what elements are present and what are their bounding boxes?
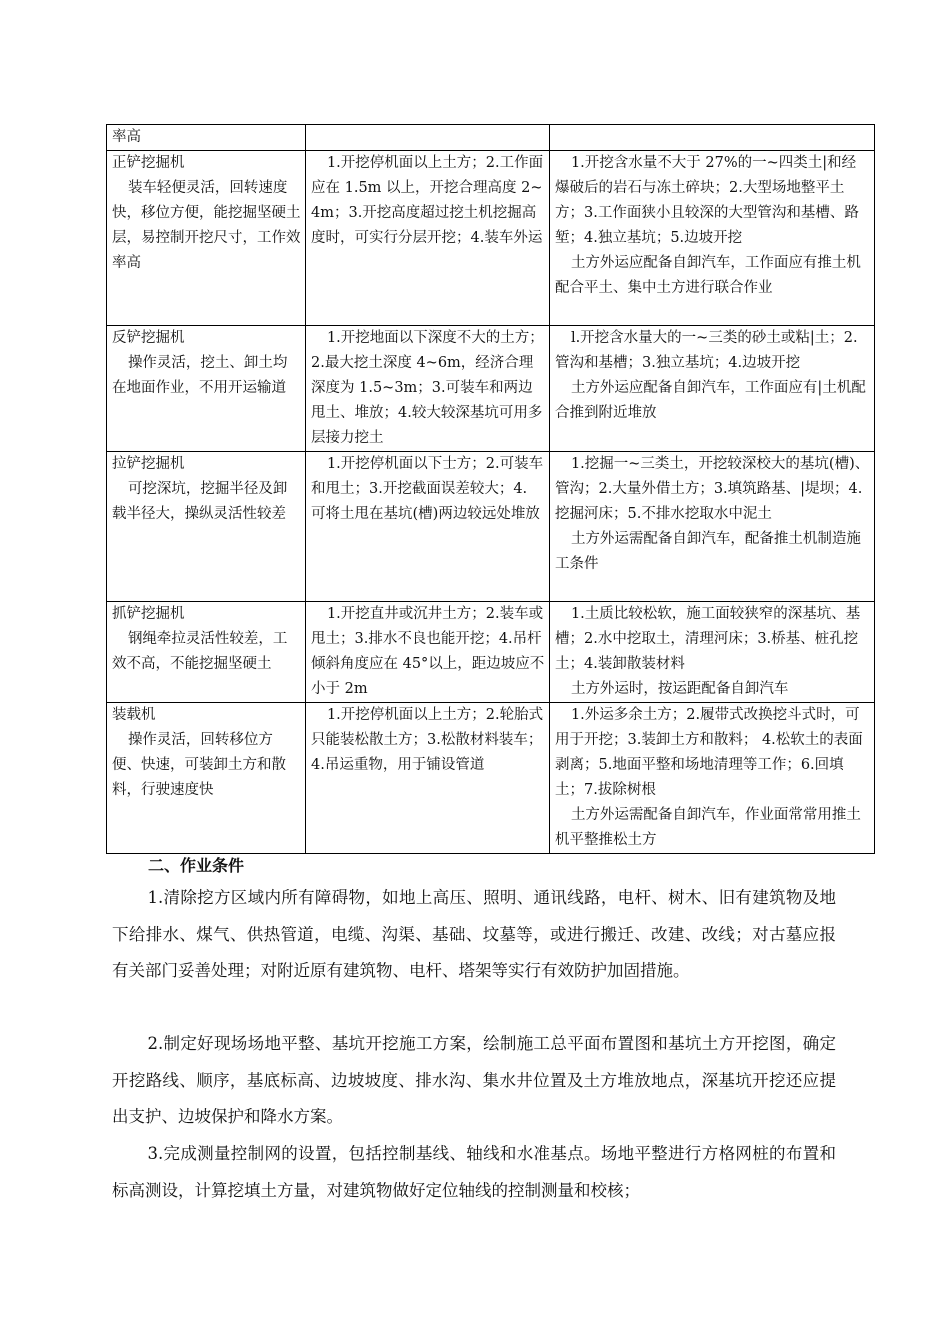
scope-cell xyxy=(550,602,875,703)
table-row xyxy=(107,703,875,854)
transport-note: 土方外运时，按运距配备自卸汽车 xyxy=(570,681,789,697)
applicable-scope: l.开挖含水量大的一~三类的砂土或粘|土；2.管沟和基槽；3.独立基坑；4.边坡开挖 xyxy=(555,330,858,371)
table-row xyxy=(107,326,875,452)
transport-note: 土方外运需配备自卸汽车，配备推土机制造施工条件 xyxy=(555,531,861,572)
table-row xyxy=(107,452,875,602)
transport-note: 土方外运需配备自卸汽车，作业面常常用推土机平整推松土方 xyxy=(555,807,861,848)
machine-cell xyxy=(107,452,306,602)
machine-name: 反铲挖掘机 xyxy=(112,330,185,346)
transport-note: 土方外运应配备自卸汽车，工作面应有推土机配合平土、集中土方进行联合作业 xyxy=(555,255,861,296)
scope-cell xyxy=(550,151,875,326)
machine-description: 操作灵活，回转移位方便、快速，可装卸土方和散料，行驶速度快 xyxy=(112,732,286,798)
operation-features: 1.开挖停机面以下士方；2.可装车和甩土；3.开挖截面误差较大；4. 可将土甩在基坑(槽)两边较远处堆放 xyxy=(311,456,544,522)
applicable-scope: 1.土质比较松软，施工面较狭窄的深基坑、基槽；2.水中挖取土，清理河床；3.桥基、桩孔挖土；4.装卸散装材料 xyxy=(555,606,861,672)
machine-cell xyxy=(107,125,306,151)
scope-cell xyxy=(550,452,875,602)
transport-note: 土方外运应配备自卸汽车，工作面应有|土机配合推到附近堆放 xyxy=(555,380,866,421)
usage-cell xyxy=(306,602,550,703)
operation-features: 1.开挖停机面以上土方；2.工作面应在 1.5m 以上，开挖合理高度 2~4m；3.开挖高度超过挖土机挖掘高度时，可实行分层开挖；4.装车外运 xyxy=(311,155,544,246)
machine-cell xyxy=(107,151,306,326)
scope-cell xyxy=(550,703,875,854)
body-paragraph: 3.完成测量控制网的设置，包括控制基线、轴线和水准基点。场地平整进行方格网桩的布置和标高测设，计算挖填土方量，对建筑物做好定位轴线的控制测量和校核； xyxy=(112,1144,836,1200)
applicable-scope: 1.外运多余土方；2.履带式改换挖斗式时，可用于开挖；3.装卸土方和散料； 4.松软土的表面剥离；5.地面平整和场地清理等工作；6.回填土；7.拔除树根 xyxy=(555,707,863,798)
machine-cell xyxy=(107,602,306,703)
machine-description: 可挖深坑，挖掘半径及卸载半径大，操纵灵活性较差 xyxy=(112,481,288,522)
machine-description: 操作灵活，挖土、卸土均在地面作业，不用开运输道 xyxy=(112,355,288,396)
machine-cell xyxy=(107,703,306,854)
section-heading: 二、作业条件 xyxy=(148,856,245,875)
excavation-machine-table xyxy=(106,124,875,854)
machine-name: 抓铲挖掘机 xyxy=(112,606,185,622)
operation-features: 1.开挖停机面以上土方；2.轮胎式只能装松散土方；3.松散材料装车；4.吊运重物，用于铺设管道 xyxy=(311,707,544,773)
usage-cell xyxy=(306,151,550,326)
usage-cell xyxy=(306,125,550,151)
applicable-scope: 1.挖掘一~三类土，开挖较深校大的基坑(槽)、管沟；2.大量外借土方；3.填筑路基、|堤坝；4.挖掘河床；5.不排水挖取水中泥土 xyxy=(555,456,870,522)
machine-name: 正铲挖掘机 xyxy=(112,155,185,171)
body-paragraph: 1.清除挖方区域内所有障碍物，如地上高压、照明、通讯线路，电杆、树木、旧有建筑物及地下给排水、煤气、供热管道，电缆、沟渠、基础、坟墓等，或进行搬迁、改建、改线；对古墓应报有关部门妥善处理；对附近原有建筑物、电杆、塔架等实行有效防护加固措施。 xyxy=(112,888,836,980)
machine-description: 装车轻便灵活，回转速度快，移位方便，能挖掘坚硬土层，易控制开挖尺寸，工作效率高 xyxy=(112,180,301,271)
usage-cell xyxy=(306,326,550,452)
table-row xyxy=(107,125,875,151)
usage-cell xyxy=(306,703,550,854)
machine-name: 率高 xyxy=(112,129,141,145)
machine-cell xyxy=(107,326,306,452)
machine-name: 拉铲挖掘机 xyxy=(112,456,185,472)
body-paragraph: 2.制定好现场场地平整、基坑开挖施工方案，绘制施工总平面布置图和基坑土方开挖图，确定开挖路线、顺序，基底标高、边坡坡度、排水沟、集水井位置及土方堆放地点，深基坑开挖还应提出支护、边坡保护和降水方案。 xyxy=(112,1034,836,1126)
applicable-scope: 1.开挖含水量不大于 27%的一~四类土|和经爆破后的岩石与冻土碎块；2.大型场地整平土方；3.工作面狭小且较深的大型管沟和基槽、路堑；4.独立基坑；5.边坡开挖 xyxy=(555,155,859,246)
usage-cell xyxy=(306,452,550,602)
scope-cell xyxy=(550,326,875,452)
operation-features: 1.开挖地面以下深度不大的土方；2.最大挖土深度 4~6m，经济合理深度为 1.5~3m；3.可装车和两边甩土、堆放；4.较大较深基坑可用多层接力挖土 xyxy=(311,330,544,446)
scope-cell xyxy=(550,125,875,151)
table-row xyxy=(107,151,875,326)
machine-description: 钢绳牵拉灵活性较差，工效不高，不能挖掘坚硬土 xyxy=(112,631,288,672)
operation-features: 1.开挖直井或沉井土方；2.装车或甩土；3.排水不良也能开挖；4.吊杆倾斜角度应在 45°以上，距边坡应不小于 2m xyxy=(311,606,545,697)
table-row xyxy=(107,602,875,703)
machine-name: 装载机 xyxy=(112,707,156,723)
